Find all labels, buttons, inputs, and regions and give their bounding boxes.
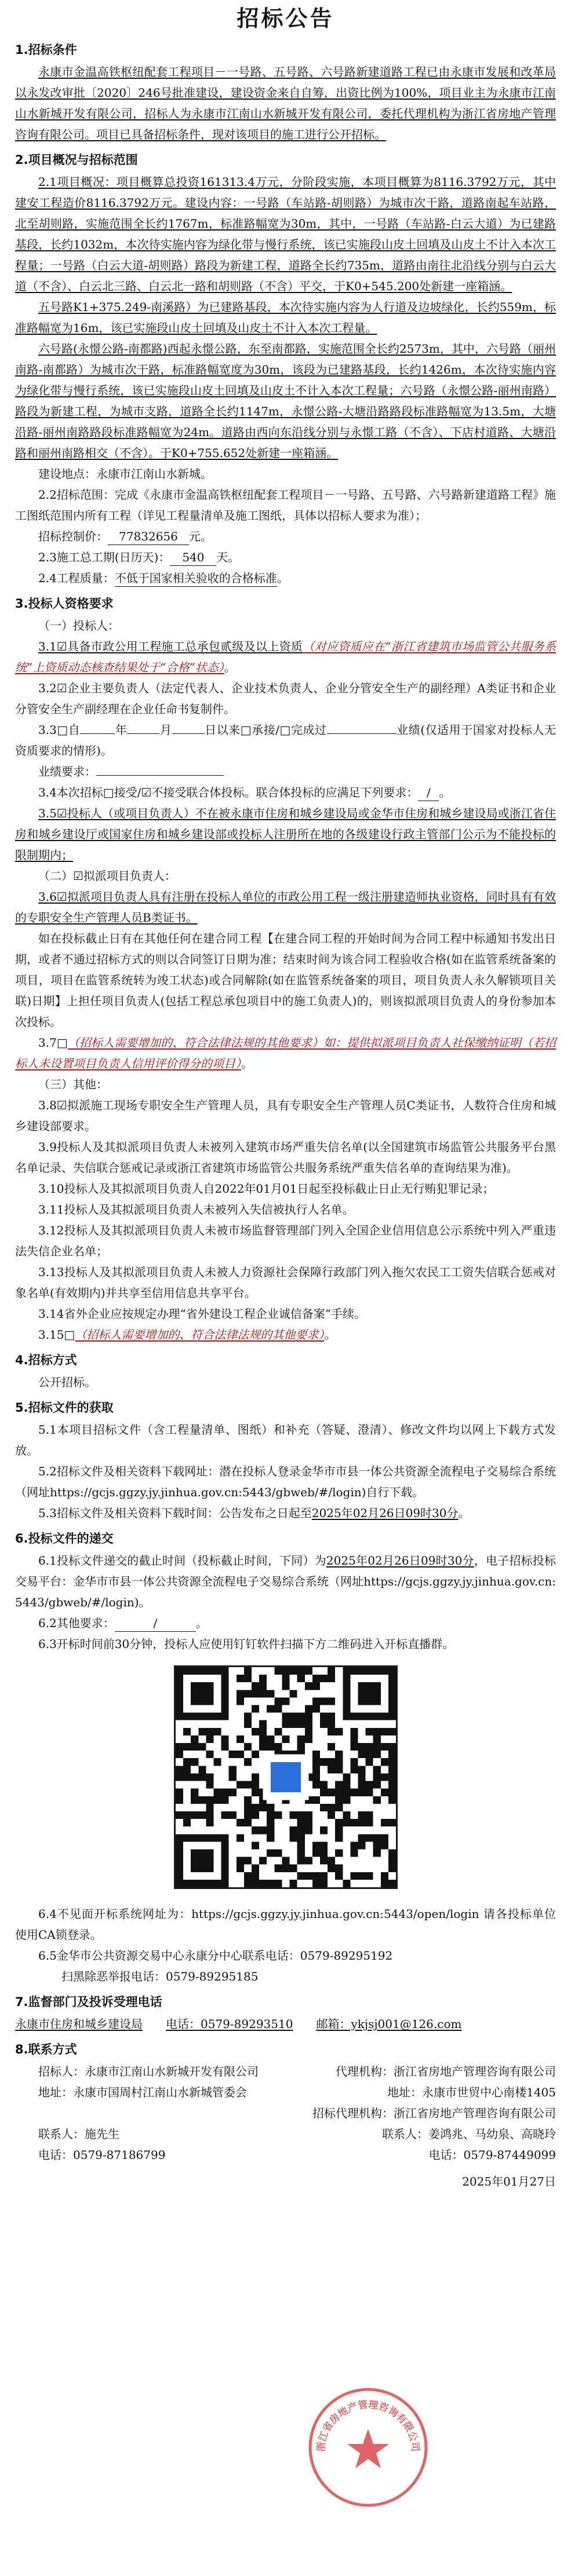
construction-period-value: 540 — [170, 549, 216, 566]
submit-6-3: 6.3开标时间前30分钟，投标人应使用钉钉软件扫描下方二维码进入开标直播群。 — [38, 1637, 454, 1651]
supervision-phone: 电话：0579-89293510 — [166, 2017, 293, 2031]
supervision-email: 邮箱：ykjsj001@126.com — [316, 2017, 462, 2031]
section-1-heading: 1.招标条件 — [15, 43, 77, 57]
construction-period — [15, 547, 556, 568]
agent-phone: 电话：0579-87449099 — [428, 2148, 556, 2162]
req-3-3-work-blank — [327, 733, 397, 734]
seal-icon — [304, 2384, 432, 2511]
supervision-dept: 永康市住房和城乡建设局 — [15, 2017, 143, 2031]
project-quality-value: 不低于国家相关验收的合格标准 — [115, 570, 277, 587]
submit-6-4: 6.4不见面开标系统网址为：https://gcjs.ggzy.jy.jinhua.gov.cn:5443/open/login 请各投标单位使用CA锁登录。 — [15, 1907, 556, 1942]
req-3-10: 3.10投标人及其拟派项目负责人自2022年01月01日起至投标截止日止无行贿犯罪记录； — [38, 1182, 494, 1196]
doc-5-1: 5.1本项目招标文件（含工程量清单、图纸）和补充（答疑、澄清）、修改文件均以网上下载方式发放。 — [15, 1423, 556, 1457]
req-3-5 — [15, 803, 556, 865]
construction-period-label: 2.3施工总工期(日历天)： — [38, 550, 170, 564]
req-3-3-b: 年 — [115, 723, 128, 737]
req-3-3 — [15, 719, 556, 761]
tenderer-phone: 电话：0579-87186799 — [38, 2148, 166, 2162]
req-3-4-end: 。 — [439, 785, 451, 799]
req-3-7 — [15, 1032, 556, 1074]
doc-5-3 — [15, 1503, 556, 1523]
subsection-other: （三）其他： — [38, 1077, 108, 1091]
supervision-row — [15, 2014, 556, 2034]
req-3-7-note: （招标人需要增加的、符合法律法规的其他要求） — [67, 1036, 323, 1050]
control-price-unit: 元。 — [189, 529, 212, 543]
contact-row-person — [15, 2124, 556, 2144]
submit-6-2-value: / — [115, 1615, 196, 1632]
req-3-3-month-blank — [127, 733, 159, 734]
doc-5-2: 5.2招标文件及相关资料下载网址：潜在投标人登录金华市市县一体公共资源全流程电子交易综合系统（网址https://gcjs.ggzy.jy.jinhua.gov.cn:5443/gbweb/#/login)自行下载。 — [15, 1464, 556, 1499]
tenderer-address: 地址：永康市国周村江南山水新城管委会 — [38, 2085, 247, 2099]
req-3-1 — [15, 636, 556, 678]
project-overview-1-text: 2.1项目概况：项目概算总投资161313.4万元，分阶段实施，本项目概算为8116.3792万元，其中建安工程造价8116.3792万元。建设内容：一号路（车站路-胡则路）为城市次干路，道路南起车站路，北至胡则路，实施范围全长约1767m，标准路幅宽为30m，其中，一号路（车站路-白云大道）为已建路基段，长约1032m，本次待实施内容为绿化带与慢行系统，该已实施段山皮土回填及山皮土不计入本次工程量；一号路（白云大道-胡则路）路段为新建工程，道路全长约735m，道路由南往北沿线分别与白云大道（不含）、白云北三路、白云北一路和胡则路（不含）平交，于K0+545.200处新建一座箱涵。 — [15, 175, 556, 293]
subsection-manager: （二）☑拟派项目负责人： — [38, 869, 176, 883]
req-3-3-e: 业绩(仅适用于国家对投标人无资质要求的情形)。 — [15, 723, 557, 758]
project-overview-1 — [15, 171, 556, 297]
req-3-2: 3.2☑企业主要负责人（法定代表人、企业技术负责人、企业分管安全生产的副经理）A类证书和企业分管安全生产副经理在企业任命书复制件。 — [15, 681, 556, 716]
doc-5-3-deadline: 2025年02月26日09时30分 — [311, 1506, 459, 1520]
section-4-heading: 4.招标方式 — [15, 1353, 77, 1367]
subsection-bidder: （一）投标人： — [38, 619, 119, 633]
section-6-heading: 6.投标文件的递交 — [15, 1532, 114, 1545]
seal-text: 浙江省房地产管理咨询有限公司 — [315, 2399, 421, 2453]
req-3-15-a: 3.15□ — [38, 1328, 75, 1342]
req-3-4-text: 3.4本次招标□接受/☑不接受联合体投标。联合体投标的应满足下列要求： — [38, 785, 419, 799]
req-3-3-perf — [15, 761, 556, 782]
req-3-1-text: 3.1☑具备市政公用工程施工总承包贰级及以上资质 — [38, 640, 303, 653]
control-price — [15, 526, 556, 547]
submit-6-1-c: ，电子招标投标交易平台：金华市市县一体公共资源全流程电子交易综合系统（网址https://gcjs.ggzy.jy.jinhua.gov.cn:5443/gbweb/#/login)。 — [15, 1554, 557, 1609]
section-8-heading: 8.联系方式 — [15, 2042, 77, 2056]
page-title: 招标公告 — [237, 6, 334, 31]
agent-full-name: 招标代理机构：浙江省房地产管理咨询有限公司 — [312, 2106, 556, 2120]
submit-6-2-a: 6.2其他要求： — [38, 1616, 115, 1630]
project-quality-unit: 。 — [277, 571, 289, 585]
dingtalk-qr-code[interactable] — [174, 1665, 398, 1889]
req-3-13: 3.13投标人及其拟派项目负责人未被人力资源社会保障行政部门列入拖欠农民工工资失信联合惩戒对象名单(有效期内)并共享至信用信息共享平台。 — [15, 1265, 556, 1300]
contact-row-orgs — [15, 2061, 556, 2082]
submit-6-2 — [15, 1613, 556, 1634]
req-3-11: 3.11投标人及其拟派项目负责人未被列入失信被执行人名单。 — [38, 1203, 354, 1216]
qr-code-icon — [176, 1667, 396, 1887]
section-7-heading: 7.监督部门及投诉受理电话 — [15, 1995, 162, 2009]
submit-6-1-a: 6.1投标文件递交的截止时间（投标截止时间，下同）为 — [38, 1554, 326, 1567]
agent-contact: 联系人：姜鸿兆、马幼泉、高晓玲 — [382, 2127, 556, 2141]
req-3-6-text: 3.6☑拟派项目负责人具有注册在投标人单位的市政公用工程一级注册建造师执业资格，同时具有有效的专职安全生产管理人员B类证书。 — [15, 890, 556, 925]
req-3-14: 3.14省外企业应按规定办理“省外建设工程企业诚信备案”手续。 — [38, 1307, 366, 1321]
project-overview-2 — [15, 297, 556, 338]
contact-row-phone — [15, 2144, 556, 2165]
req-3-8: 3.8☑拟派施工现场专职安全生产管理人员，具有专职安全生产管理人员C类证书，人数符合住房和城乡建设部要求。 — [15, 1098, 556, 1133]
submit-6-5: 6.5金华市公共资源交易中心永康分中心联系电话：0579-89295192 — [38, 1949, 393, 1963]
req-3-9: 3.9投标人及其拟派项目负责人未被列入建筑市场严重失信名单(以全国建筑市场监管公共服务平台黑名单记录、失信联合惩戒记录或浙江省建筑市场监管公共服务系统严重失信名单的查询结果为准)。 — [15, 1140, 556, 1175]
req-3-15-end: 。 — [324, 1328, 336, 1342]
control-price-label: 招标控制价： — [38, 529, 108, 543]
agent-address: 地址：永康市世贸中心南楼1405 — [387, 2085, 556, 2099]
req-3-15-note: （招标人需要增加的、符合法律法规的其他要求） — [75, 1328, 325, 1342]
project-overview-2-text: 五号路K1+375.249-南溪路）为已建路基段，本次待实施内容为人行道及边坡绿化，长约559m，标准路幅宽为16m，该已实施段山皮土回填及山皮土不计入本次工程量。 — [15, 300, 556, 335]
section-5-heading: 5.招标文件的获取 — [15, 1401, 114, 1415]
project-overview-3-text: 六号路(永憬公路-南都路)西起永憬公路，东至南都路，实施范围全长约2573m，其中，六号路（丽州南路-南都路）为城市次干路，标准路幅宽度为30m，该段为已建路基段，长约1426m，本次待实施内容为绿化带与慢行系统，该已实施段山皮土回填及山皮土不计入本次工程量；六号路（永憬公路-丽州南路）路段为新建工程，为城市支路，道路全长约1147m，永憬公路-大塘沿路路段标准路幅宽为13.5m，大塘沿路-丽州南路路段标准路幅宽为24m。道路由西向东沿线分别与永憬工路（不含）、下店村道路、大塘沿路和丽州南路相交（不含）。于K0+755.652处新建一座箱涵。 — [15, 342, 556, 460]
contact-row-address — [15, 2082, 556, 2103]
doc-5-3-end: 。 — [458, 1506, 470, 1520]
contact-row-agent — [15, 2103, 556, 2124]
req-3-3-year-blank — [80, 733, 115, 734]
req-3-1-end: 。 — [224, 660, 236, 674]
req-3-4 — [15, 782, 556, 803]
req-3-3-c: 月 — [159, 723, 172, 737]
official-seal — [304, 2384, 432, 2511]
tenderer-contact: 联系人：施先生 — [38, 2127, 119, 2141]
req-3-6 — [15, 886, 556, 928]
project-quality — [15, 568, 556, 589]
req-3-1-note: （对应资质应在“浙江省建筑市场监管公共服务系统”上资质动态核查结果处于“合格”状态） — [15, 640, 556, 674]
tenderer-name: 招标人：永康市江南山水新城开发有限公司 — [38, 2065, 259, 2078]
section-1-text: 永康市金温高铁枢纽配套工程项目－一号路、五号路、六号路新建道路工程已由永康市发展和改革局以永发改审批〔2020〕246号批准建设，建设资金来自自筹，出资比例为100%，项目业主为永康市江南山水新城开发有限公司，招标人为永康市江南山水新城开发有限公司，委托代理机构为浙江省房地产管理咨询有限公司。项目已具备招标条件，现对该项目的施工进行公开招标。 — [15, 65, 556, 141]
construction-place: 建设地点：永康市江南山水新城。 — [38, 467, 212, 481]
req-3-3-a: 3.3□自 — [38, 723, 81, 737]
publish-date: 2025年01月27日 — [462, 2175, 556, 2188]
req-3-4-value: / — [418, 784, 439, 801]
req-3-3-day-blank — [172, 733, 205, 734]
req-3-7-a: 3.7□ — [38, 1036, 68, 1050]
req-3-3-perf-blank — [96, 775, 224, 776]
req-3-12: 3.12投标人及其拟派项目负责人未被市场监督管理部门列入全国企业信用信息公示系统中列入严重违法失信企业名单； — [15, 1223, 556, 1258]
project-overview-3 — [15, 338, 556, 463]
req-3-7-example: 如：提供拟派项目负责人社保缴纳证明（若招标人未设置项目负责人信用评价得分的项目） — [15, 1036, 557, 1070]
submit-6-5-hotline: 扫黑除恶举报电话：0579-89295185 — [61, 1970, 259, 1983]
construction-period-unit: 天。 — [216, 550, 240, 564]
req-3-6-detail: 如在投标截止日有在其他任何在建合同工程【在建合同工程的开始时间为合同工程中标通知书发出日期，或者不通过招标方式的则以合同签订日期为准；结束时间为该合同工程验收合格(如在监管系统备案的项目，项目在监管系统转为竣工状态)或合同解除(如在监管系统备案的项目，项目负责人永久解锁项目关联)日期】上担任项目负责人(包括工程总承包项目中的施工负责人)的，则该拟派项目负责人的身份参加本次投标。 — [15, 931, 556, 1029]
section-3-heading: 3.投标人资格要求 — [15, 597, 114, 611]
req-3-5-text: 3.5☑投标人（或项目负责人）不在被永康市住房和城乡建设局或金华市住房和城乡建设局或浙江省住房和城乡建设厅或国家住房和城乡建设部或投标人注册所在地的各级建设行政主管部门公示为不能投标的限制期内； — [15, 806, 556, 862]
submit-6-1-deadline: 2025年02月26日09时30分 — [326, 1554, 474, 1567]
qr-code-area — [71, 1662, 500, 1892]
bidding-scope: 2.2招标范围：完成《永康市金温高铁枢纽配套工程项目－一号路、五号路、六号路新建道路工程》施工图纸范围内所有工程（详见工程量清单及施工图纸，具体以招标人要求为准）； — [15, 488, 556, 522]
req-3-15 — [15, 1324, 556, 1345]
req-3-3-d: 日以来□承接/□完成过 — [204, 723, 327, 737]
bidding-method: 公开招标。 — [38, 1375, 96, 1389]
svg-text:浙江省房地产管理咨询有限公司 — [315, 2399, 421, 2453]
project-quality-label: 2.4工程质量： — [38, 571, 115, 585]
req-3-3-perf-label: 业绩要求： — [38, 765, 96, 779]
submit-6-2-end: 。 — [195, 1616, 208, 1630]
doc-5-3-a: 5.3招标文件及相关资料下载时间：公告发布之日起至 — [38, 1506, 312, 1520]
agent-name: 代理机构：浙江省房地产管理咨询有限公司 — [336, 2065, 556, 2078]
control-price-value: 77832656 — [108, 528, 189, 545]
req-3-7-end: 。 — [241, 1057, 253, 1070]
submit-6-1 — [15, 1550, 556, 1613]
section-2-heading: 2.项目概况与招标范围 — [15, 153, 138, 167]
